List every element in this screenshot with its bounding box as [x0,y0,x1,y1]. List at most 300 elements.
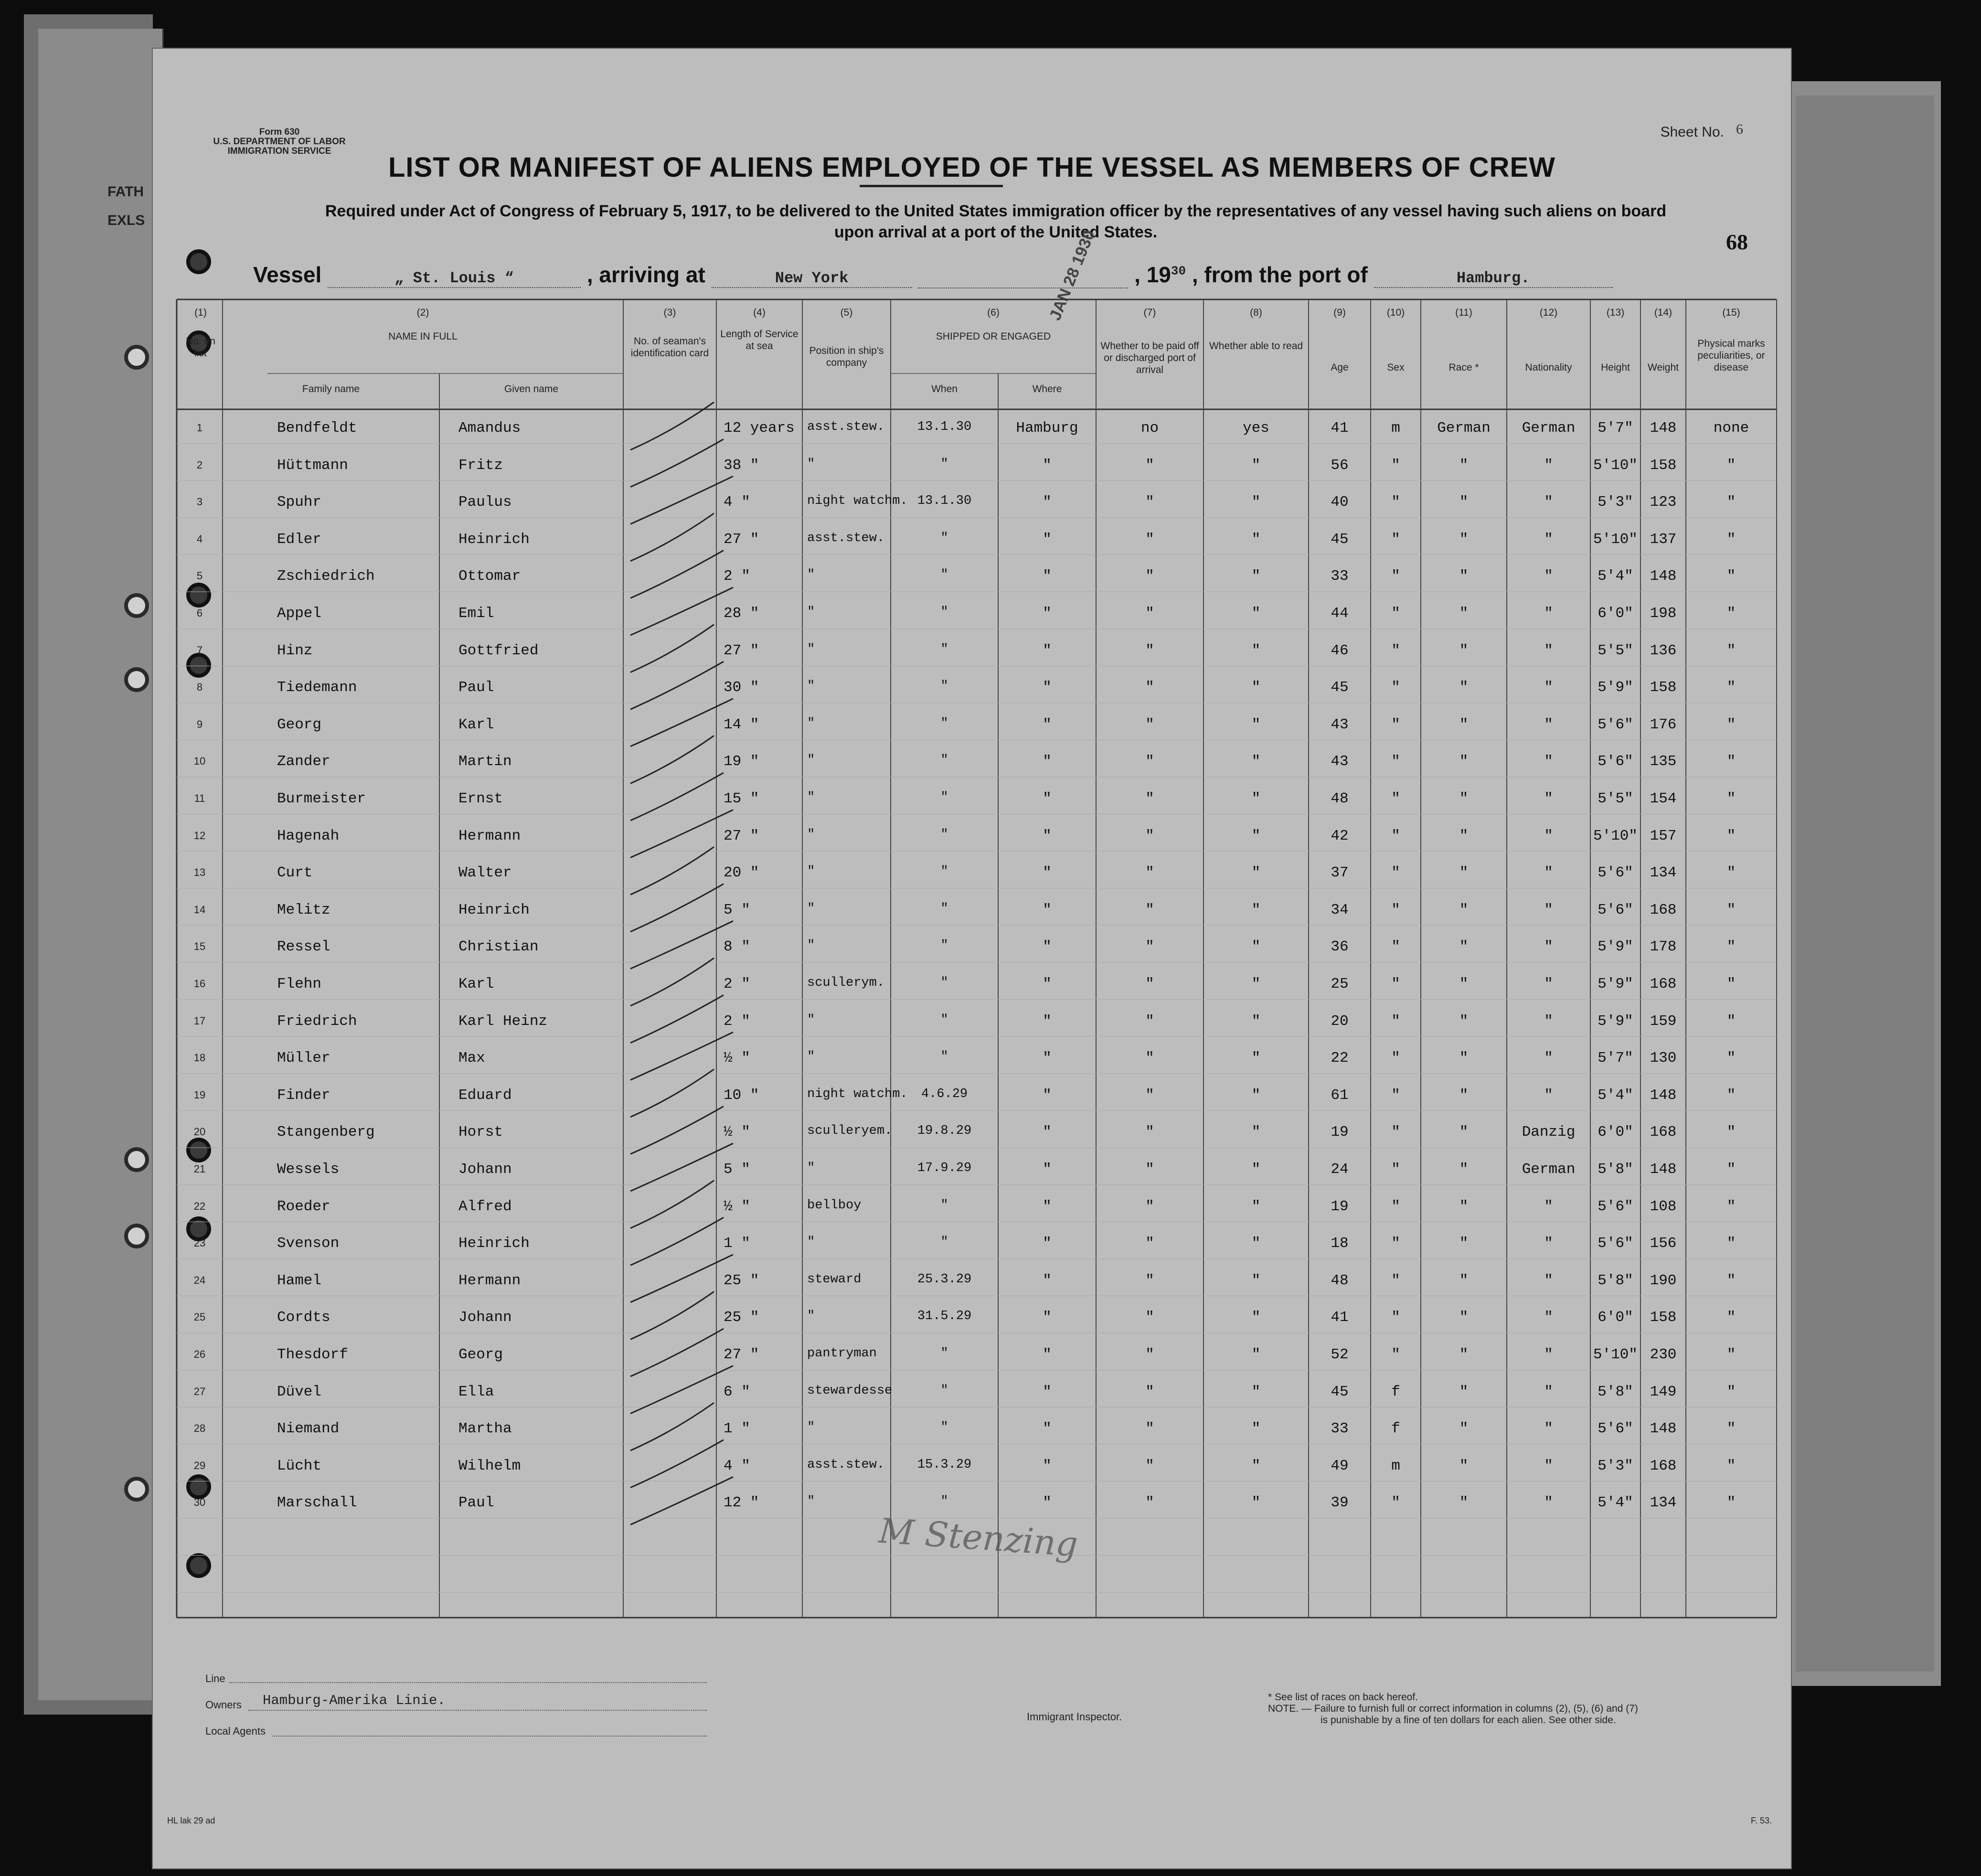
cell-race: " [1459,1346,1469,1363]
cell-race: " [1459,1087,1469,1104]
cell-position: asst.stew. [807,531,885,545]
cell-marks: " [1726,901,1736,918]
row-number: 13 [193,866,206,879]
cell-paid: " [1145,1457,1154,1474]
cell-given: Ella [458,1383,494,1400]
cell-sex: " [1391,605,1400,622]
cell-age: 45 [1331,531,1349,548]
cell-where: " [1043,976,1052,992]
cell-weight: 148 [1650,1087,1677,1104]
cell-height: 5'6" [1598,753,1633,770]
column-label: Whether able to read [1209,341,1303,352]
cell-paid: " [1145,1383,1154,1400]
cell-race: " [1459,976,1469,992]
cell-height: 5'6" [1598,1420,1633,1438]
cell-when: " [940,679,948,694]
cell-paid: " [1145,716,1154,733]
table-row [153,494,1791,531]
cell-position: " [807,716,815,731]
cell-when: " [940,753,948,768]
table-row [153,1124,1791,1161]
cell-paid: " [1145,494,1154,511]
cell-read: " [1251,1457,1261,1474]
cell-where: " [1043,1013,1052,1030]
cell-position: asst.stew. [807,420,885,434]
column-label: SHIPPED OR ENGAGED [936,331,1051,342]
form-number: Form 630 [259,127,300,137]
cell-height: 5'4" [1598,568,1633,585]
cell-race: " [1459,494,1469,511]
cell-family: Cordts [277,1309,330,1326]
cell-weight: 134 [1650,864,1677,882]
cell-family: Ressel [277,938,330,956]
cell-height: 5'6" [1598,864,1633,882]
cell-marks: " [1726,568,1736,585]
cell-weight: 198 [1650,605,1677,622]
cell-read: " [1251,1346,1261,1363]
cell-paid: no [1140,420,1159,437]
cell-given: Walter [458,864,512,882]
row-number: 24 [193,1274,206,1286]
cell-height: 5'8" [1598,1383,1633,1400]
signature: M Stenzing [877,1510,1079,1565]
cell-when: " [940,1383,948,1398]
cell-race: " [1459,457,1469,474]
table-row [153,1272,1791,1310]
cell-given: Hermann [458,1272,521,1289]
cell-read: " [1251,1494,1261,1512]
note-line-1: NOTE. — Failure to furnish full or correct information in columns (2), (5), (6) and (7) [1268,1703,1638,1714]
cell-read: " [1251,1087,1261,1104]
column-label: Weight [1648,362,1679,373]
cell-nat: " [1544,1383,1553,1400]
cell-height: 6'0" [1598,1124,1633,1141]
cell-given: Christian [458,938,539,956]
table-row [153,1198,1791,1236]
cell-when: " [940,605,948,619]
cell-service: 8 " [724,938,750,956]
cell-service: 27 " [724,642,759,659]
cell-position: night watchm. [807,1087,908,1101]
table-row [153,1420,1791,1458]
cell-marks: " [1726,1494,1736,1512]
cell-where: " [1043,1050,1052,1067]
owners-label: Owners [205,1699,242,1711]
cell-position: " [807,1235,815,1250]
cell-paid: " [1145,1235,1154,1252]
cell-race: German [1437,420,1491,437]
cell-service: 25 " [724,1272,759,1289]
table-row [153,1458,1791,1495]
cell-where: " [1043,531,1052,548]
column-label: NAME IN FULL [388,331,458,342]
cell-race: " [1459,605,1469,622]
cell-given: Karl [458,976,494,992]
cell-age: 48 [1331,1272,1349,1289]
cell-weight: 178 [1650,938,1677,956]
cell-height: 5'7" [1598,1050,1633,1067]
cell-where: " [1043,1494,1052,1512]
table-row [153,420,1791,457]
cell-position: stewardesse [807,1383,893,1398]
cell-height: 5'7" [1598,420,1633,437]
cell-given: Wilhelm [458,1457,521,1474]
cell-where: " [1043,1124,1052,1141]
cell-marks: " [1726,1346,1736,1363]
cell-when: " [940,790,948,805]
cell-given: Georg [458,1346,503,1363]
cell-given: Paul [458,1494,494,1512]
table-row [153,753,1791,790]
row-number: 2 [196,458,203,471]
cell-read: " [1251,1383,1261,1400]
print-code: HL lak 29 ad [167,1816,215,1825]
cell-read: " [1251,531,1261,548]
cell-height: 5'9" [1598,1013,1633,1030]
cell-weight: 158 [1650,1309,1677,1326]
column-number: (6) [987,307,1000,318]
row-number: 21 [193,1163,206,1175]
cell-marks: " [1726,976,1736,992]
cell-read: " [1251,976,1261,992]
table-row [153,605,1791,642]
cell-nat: " [1544,1309,1553,1326]
table-row [153,1161,1791,1198]
cell-paid: " [1145,642,1154,659]
column-number: (1) [194,307,207,318]
cell-weight: 168 [1650,976,1677,992]
cell-age: 33 [1331,568,1349,585]
cell-service: 25 " [724,1309,759,1326]
cell-height: 5'3" [1598,1457,1633,1474]
cell-read: " [1251,457,1261,474]
cell-family: Lücht [277,1457,322,1474]
cell-race: " [1459,938,1469,956]
cell-marks: " [1726,642,1736,659]
cell-weight: 158 [1650,457,1677,474]
cell-where: " [1043,716,1052,733]
subtitle-line-1: Required under Act of Congress of February 5, 1917, to be delivered to the United States immigration officer by the representatives of any vessel having such aliens on board [325,202,1667,220]
cell-position: " [807,1050,815,1065]
cell-sex: " [1391,1013,1400,1030]
cell-family: Bendfeldt [277,420,357,437]
cell-marks: " [1726,1309,1736,1326]
row-number: 8 [196,681,203,693]
cell-given: Karl Heinz [458,1013,548,1030]
cell-family: Marschall [277,1494,357,1512]
cell-weight: 123 [1650,494,1677,511]
cell-when: " [940,901,948,916]
cell-family: Wessels [277,1161,340,1178]
cell-family: Melitz [277,901,330,918]
service: IMMIGRATION SERVICE [227,146,331,156]
cell-weight: 176 [1650,716,1677,733]
cell-weight: 148 [1650,420,1677,437]
binder-hole [124,1224,149,1248]
cell-paid: " [1145,568,1154,585]
cell-service: 5 " [724,901,750,918]
cell-height: 5'9" [1598,679,1633,696]
cell-age: 41 [1331,1309,1349,1326]
cell-position: scullerym. [807,976,885,990]
row-number: 22 [193,1200,206,1212]
column-number: (5) [840,307,853,318]
from-port-label: , from the port of [1192,262,1368,287]
row-number: 3 [196,496,203,508]
vessel-name: „ St. Louis “ [328,269,581,288]
cell-when: 4.6.29 [921,1087,968,1101]
edge-label-1: FATH [107,184,144,200]
binder-hole [124,1147,149,1172]
cell-service: 20 " [724,864,759,882]
cell-position: " [807,901,815,916]
cell-age: 41 [1331,420,1349,437]
table-row [153,679,1791,716]
cell-weight: 136 [1650,642,1677,659]
column-number: (4) [753,307,766,318]
column-label: Physical marks peculiarities, or disease [1697,338,1765,373]
cell-when: 17.9.29 [917,1161,972,1175]
cell-family: Düvel [277,1383,322,1400]
cell-read: " [1251,1309,1261,1326]
cell-given: Gottfried [458,642,539,659]
cell-marks: " [1726,716,1736,733]
line-blank [229,1682,707,1683]
cell-marks: " [1726,753,1736,770]
cell-sex: " [1391,1494,1400,1512]
cell-height: 5'5" [1598,790,1633,807]
cell-when: " [940,1198,948,1213]
row-number: 10 [193,755,206,767]
cell-given: Horst [458,1124,503,1141]
underlying-page-left-2 [38,29,164,1700]
row-number: 17 [193,1014,206,1027]
cell-nat: " [1544,1494,1553,1512]
cell-service: 4 " [724,1457,750,1474]
cell-race: " [1459,790,1469,807]
cell-service: 28 " [724,605,759,622]
row-number: 28 [193,1422,206,1435]
binder-hole [124,593,149,618]
row-number: 9 [196,718,203,730]
column-label: No. of seaman's identification card [630,336,709,359]
date-stamp: JAN 28 1930 [1046,227,1099,323]
cell-service: 4 " [724,494,750,511]
cell-family: Burmeister [277,790,366,807]
cell-paid: " [1145,1087,1154,1104]
row-number: 5 [196,570,203,582]
cell-position: asst.stew. [807,1457,885,1472]
cell-when: " [940,1013,948,1027]
cell-sex: m [1391,420,1400,437]
cell-when: 31.5.29 [917,1309,972,1324]
cell-service: ½ " [724,1050,750,1067]
cell-age: 48 [1331,790,1349,807]
cell-age: 24 [1331,1161,1349,1178]
cell-nat: " [1544,753,1553,770]
cell-where: " [1043,901,1052,918]
cell-where: " [1043,827,1052,844]
cell-position: night watchm. [807,494,908,509]
cell-race: " [1459,827,1469,844]
manifest-page [152,48,1792,1869]
cell-paid: " [1145,1198,1154,1215]
table-row [153,828,1791,865]
cell-when: " [940,457,948,471]
cell-nat: " [1544,938,1553,956]
line-label: Line [205,1673,225,1684]
table-body [153,49,1791,1868]
cell-race: " [1459,1050,1469,1067]
cell-position: " [807,864,815,879]
cell-service: 12 years [724,420,795,437]
row-number: 6 [196,607,203,619]
cell-weight: 190 [1650,1272,1677,1289]
cell-marks: " [1726,864,1736,882]
cell-read: " [1251,716,1261,733]
column-label: Length of Service at sea [720,329,799,352]
cell-sex: " [1391,531,1400,548]
cell-when: " [940,938,948,953]
cell-read: " [1251,1235,1261,1252]
cell-age: 45 [1331,1383,1349,1400]
cell-where: " [1043,1198,1052,1215]
cell-given: Martha [458,1420,512,1438]
cell-position: " [807,1161,815,1175]
cell-sex: " [1391,642,1400,659]
cell-given: Fritz [458,457,503,474]
cell-paid: " [1145,1346,1154,1363]
row-number: 4 [196,533,203,545]
table-row [153,457,1791,494]
cell-age: 42 [1331,827,1349,844]
cell-race: " [1459,901,1469,918]
races-note: * See list of races on back hereof. [1268,1692,1418,1703]
cell-position: " [807,753,815,768]
cell-where: " [1043,938,1052,956]
cell-height: 6'0" [1598,1309,1633,1326]
cell-service: 15 " [724,790,759,807]
column-number: (15) [1722,307,1740,318]
cell-read: " [1251,1124,1261,1141]
cell-height: 5'8" [1598,1272,1633,1289]
cell-given: Alfred [458,1198,512,1215]
cell-position: " [807,568,815,583]
cell-race: " [1459,1013,1469,1030]
cell-where: " [1043,1457,1052,1474]
cell-nat: " [1544,679,1553,696]
cell-read: " [1251,1013,1261,1030]
cell-race: " [1459,1457,1469,1474]
column-number: (10) [1386,307,1405,318]
cell-nat: " [1544,568,1553,585]
cell-position: bellboy [807,1198,862,1213]
cell-read: " [1251,605,1261,622]
cell-paid: " [1145,457,1154,474]
cell-when: 15.3.29 [917,1457,972,1472]
cell-read: " [1251,1272,1261,1289]
cell-when: 25.3.29 [917,1272,972,1287]
department: U.S. DEPARTMENT OF LABOR [213,137,346,147]
cell-family: Müller [277,1050,330,1067]
cell-weight: 230 [1650,1346,1677,1363]
table-row [153,902,1791,939]
cell-paid: " [1145,531,1154,548]
cell-when: " [940,864,948,879]
cell-race: " [1459,1494,1469,1512]
cell-weight: 148 [1650,568,1677,585]
cell-nat: " [1544,976,1553,992]
cell-age: 49 [1331,1457,1349,1474]
cell-where: " [1043,1346,1052,1363]
note-line-2: is punishable by a fine of ten dollars for each alien. See other side. [1321,1715,1616,1726]
column-label: Whether to be paid off or discharged port of arrival [1100,341,1199,375]
cell-service: 30 " [724,679,759,696]
cell-height: 5'10" [1593,531,1638,548]
column-label: Nationality [1525,362,1572,373]
cell-weight: 108 [1650,1198,1677,1215]
cell-age: 19 [1331,1198,1349,1215]
cell-weight: 154 [1650,790,1677,807]
page-number: 68 [1726,230,1748,254]
cell-sex: " [1391,568,1400,585]
cell-age: 34 [1331,901,1349,918]
cell-paid: " [1145,790,1154,807]
cell-marks: " [1726,827,1736,844]
cell-where: " [1043,790,1052,807]
cell-marks: " [1726,457,1736,474]
cell-given: Heinrich [458,901,530,918]
cell-service: 2 " [724,568,750,585]
cell-height: 5'6" [1598,716,1633,733]
binder-hole [124,1477,149,1502]
cell-marks: " [1726,1161,1736,1178]
column-sublabel: Given name [504,384,559,394]
cell-where: " [1043,1235,1052,1252]
cell-position: sculleryem. [807,1124,893,1139]
cell-paid: " [1145,1309,1154,1326]
cell-given: Johann [458,1309,512,1326]
cell-race: " [1459,1420,1469,1438]
cell-sex: " [1391,1309,1400,1326]
cell-marks: " [1726,605,1736,622]
cell-sex: " [1391,1198,1400,1215]
column-number: (13) [1606,307,1625,318]
column-number: (3) [663,307,676,318]
year-prefix: , 19 [1134,262,1171,287]
cell-sex: " [1391,1235,1400,1252]
cell-given: Ottomar [458,568,521,585]
cell-age: 52 [1331,1346,1349,1363]
cell-sex: " [1391,1346,1400,1363]
cell-marks: " [1726,1050,1736,1067]
column-sublabel: Family name [302,384,360,394]
cell-weight: 137 [1650,531,1677,548]
cell-when: " [940,1235,948,1250]
cell-given: Paulus [458,494,512,511]
row-number: 27 [193,1385,206,1397]
cell-position: " [807,679,815,694]
cell-marks: " [1726,790,1736,807]
cell-position: " [807,827,815,842]
cell-read: " [1251,568,1261,585]
column-number: (9) [1333,307,1346,318]
column-label: Race * [1448,362,1479,373]
cell-given: Heinrich [458,1235,530,1252]
cell-family: Tiedemann [277,679,357,696]
departure-port: Hamburg. [1374,269,1613,288]
cell-sex: " [1391,1124,1400,1141]
